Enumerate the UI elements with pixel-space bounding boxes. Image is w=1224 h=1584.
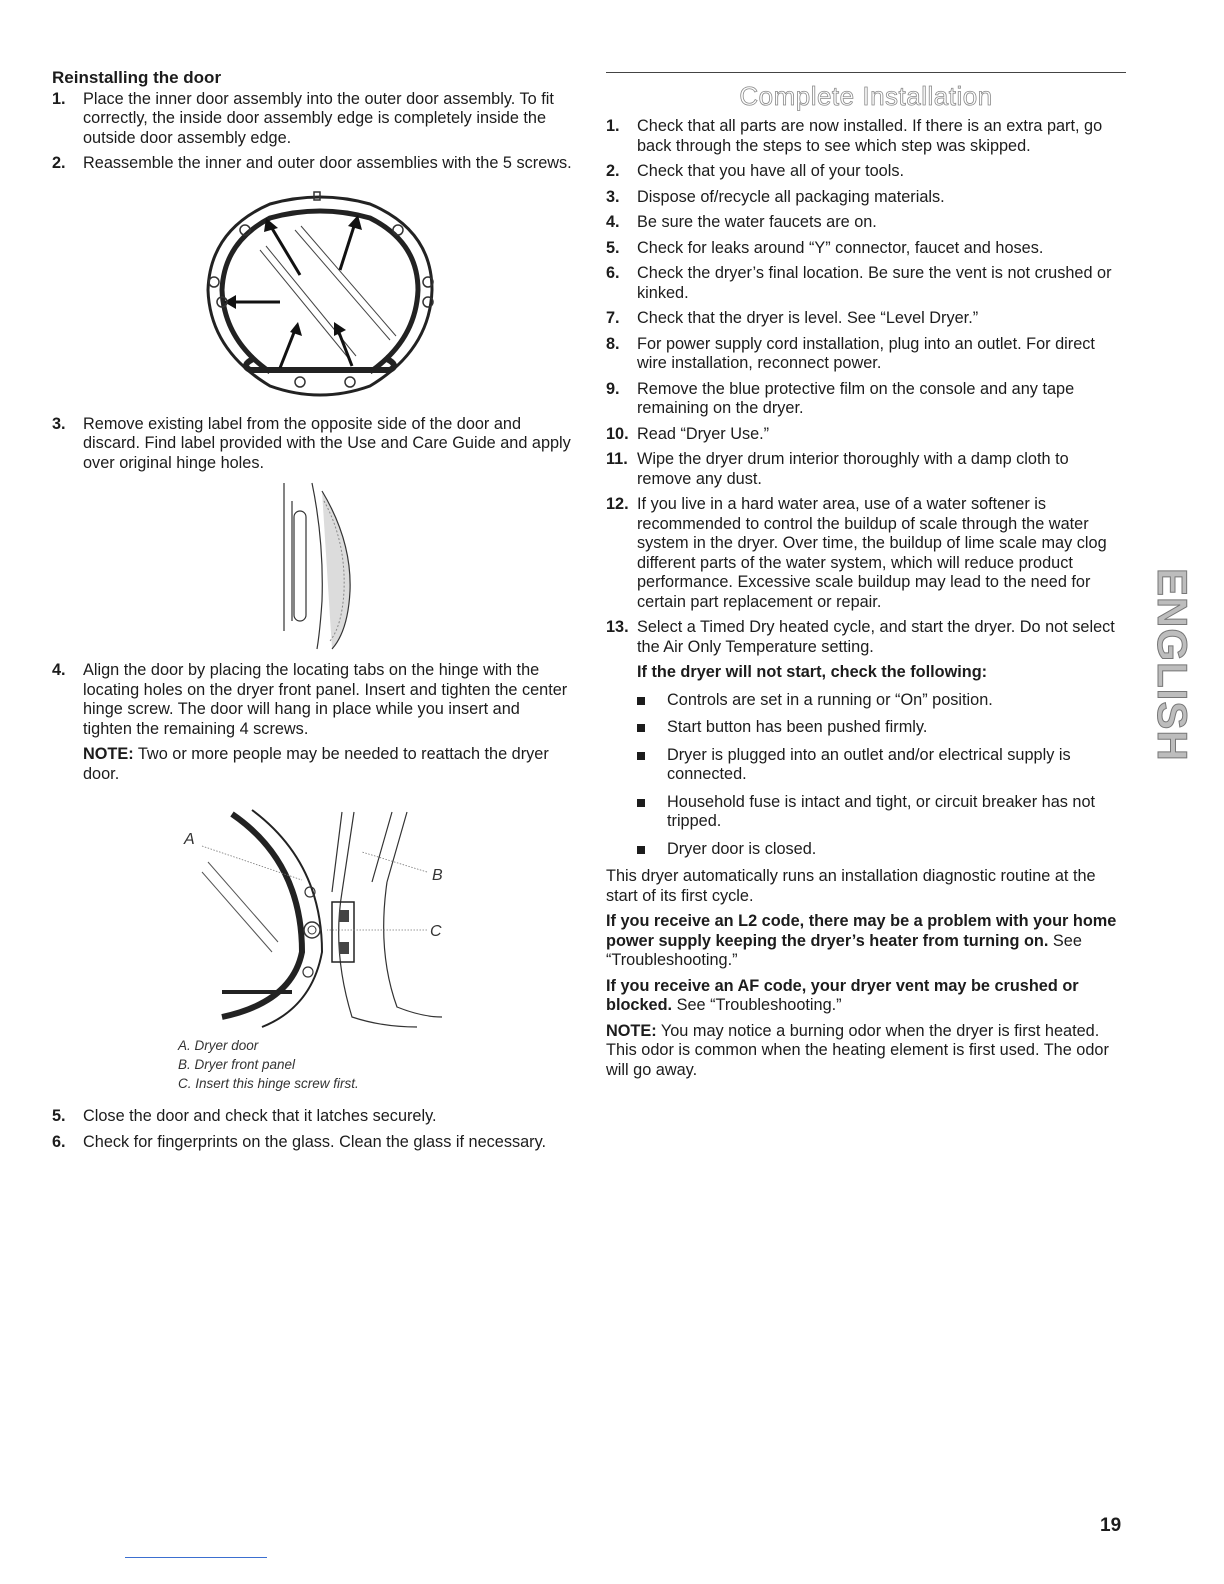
step-number: 4. xyxy=(52,661,66,679)
step-item xyxy=(606,309,1126,329)
right-column xyxy=(606,72,1126,1086)
list-item xyxy=(637,718,1126,738)
step-item xyxy=(606,213,1126,233)
list-item xyxy=(637,746,1126,785)
list-item-text: Start button has been pushed firmly. xyxy=(667,718,928,736)
step-item xyxy=(52,415,572,474)
step-text: Be sure the water faucets are on. xyxy=(637,213,877,231)
note-text: Two or more people may be needed to reattach the dryer door. xyxy=(83,745,549,783)
step-number: 13. xyxy=(606,618,629,636)
step-number: 1. xyxy=(52,89,66,108)
section-title-complete-installation: Complete Installation xyxy=(739,81,993,111)
step-number: 4. xyxy=(606,213,620,231)
bottom-rule xyxy=(125,1557,267,1558)
list-item xyxy=(637,793,1126,832)
step-number: 2. xyxy=(606,162,620,180)
step-number: 8. xyxy=(606,334,620,353)
list-item-text: Household fuse is intact and tight, or circuit breaker has not tripped. xyxy=(667,792,1096,830)
step-text: Place the inner door assembly into the outer door assembly. To fit correctly, the inside door assembly edge is completely inside the outside door assembly edge. xyxy=(83,89,554,147)
door-assembly-drawing xyxy=(200,190,440,405)
figure-legend xyxy=(178,1036,572,1093)
step-text: Close the door and check that it latches securely. xyxy=(83,1107,437,1125)
step-item xyxy=(606,618,1126,657)
af-code-see: See “Troubleshooting.” xyxy=(672,996,842,1014)
step-text: Check for fingerprints on the glass. Clean the glass if necessary. xyxy=(83,1132,547,1151)
troubleshoot-subheading: If the dryer will not start, check the following: xyxy=(637,663,988,681)
step-text: Align the door by placing the locating tabs on the hinge with the locating holes on the dryer front panel. Insert and tighten the center hinge screw. The door will hang in place while you insert and tighten the remaining 4 screws. xyxy=(83,661,568,738)
step-number: 1. xyxy=(606,117,620,135)
step-number: 2. xyxy=(52,154,66,172)
figure-label-a: A xyxy=(184,831,195,848)
step-number: 11. xyxy=(606,450,628,468)
bullet-square-icon xyxy=(637,752,645,760)
step-number: 5. xyxy=(606,238,620,257)
step-item xyxy=(606,117,1126,156)
step-text: Reassemble the inner and outer door assemblies with the 5 screws. xyxy=(83,154,572,172)
list-item-text: Dryer is plugged into an outlet and/or electrical supply is connected. xyxy=(667,745,1071,783)
note-label: NOTE: xyxy=(606,1021,657,1040)
hinge-alignment-illustration xyxy=(182,802,482,1032)
step-item xyxy=(606,188,1126,208)
step-text: Remove existing label from the opposite side of the door and discard. Find label provided with the Use and Care Guide and apply over original hinge holes. xyxy=(83,414,571,472)
step-text: Check that you have all of your tools. xyxy=(637,162,904,180)
step-text: Remove the blue protective film on the console and any tape remaining on the dryer. xyxy=(637,379,1075,417)
step-item xyxy=(606,425,1126,445)
l2-code-bold: If you receive an L2 code, there may be a problem with your home power supply keeping the dryer’s heater from turning on. xyxy=(606,912,1117,950)
l2-code-see: See “Troubleshooting.” xyxy=(606,931,1082,969)
step-item xyxy=(52,661,572,739)
door-assembly-illustration xyxy=(200,190,440,405)
step-item xyxy=(606,239,1126,259)
step-number: 9. xyxy=(606,379,620,398)
legend-item: A. Dryer door xyxy=(178,1038,259,1053)
step-number: 10. xyxy=(606,424,629,443)
af-code-bold: If you receive an AF code, your dryer vent may be crushed or blocked. xyxy=(606,976,1079,1014)
door-label-illustration xyxy=(262,481,392,651)
step-text: Dispose of/recycle all packaging materials. xyxy=(637,187,945,206)
left-column xyxy=(52,68,572,1158)
section-heading-reinstalling-door: Reinstalling the door xyxy=(52,68,222,87)
hinge-alignment-drawing xyxy=(182,802,482,1032)
note-label: NOTE: xyxy=(83,745,134,763)
step-text: If you live in a hard water area, use of a water softener is recommended to control the buildup of scale through the water system in the dryer. Over time, the buildup of lime scale may clog different parts of the water system, which will reduce product performance. Excessive scale buildup may lead to the need for certain part replacement or repair. xyxy=(637,495,1107,611)
step-item xyxy=(52,1133,572,1153)
step-number: 7. xyxy=(606,309,620,327)
step-text: Check for leaks around “Y” connector, faucet and hoses. xyxy=(637,238,1044,257)
bullet-square-icon xyxy=(637,846,645,854)
list-item-text: Dryer door is closed. xyxy=(667,839,817,858)
l2-code-paragraph xyxy=(606,912,1126,971)
step-text: Read “Dryer Use.” xyxy=(637,424,770,443)
language-side-tab: ENGLISH xyxy=(1149,568,1196,762)
step-item xyxy=(52,154,572,174)
step-text: Check the dryer’s final location. Be sure the vent is not crushed or kinked. xyxy=(637,264,1112,302)
page-number: 19 xyxy=(1100,1515,1122,1536)
figure-label-c: C xyxy=(430,923,442,940)
step-item xyxy=(606,495,1126,612)
legend-item: B. Dryer front panel xyxy=(178,1057,296,1072)
step-number: 5. xyxy=(52,1107,66,1125)
step-item xyxy=(606,162,1126,182)
step-item xyxy=(606,264,1126,303)
door-label-drawing xyxy=(262,481,392,651)
step-text: For power supply cord installation, plug into an outlet. For direct wire installation, reconnect power. xyxy=(637,334,1095,372)
af-code-paragraph xyxy=(606,977,1126,1016)
step-item xyxy=(606,450,1126,489)
step-item xyxy=(606,335,1126,374)
bullet-square-icon xyxy=(637,697,645,705)
step-number: 12. xyxy=(606,495,629,513)
figure-label-b: B xyxy=(432,867,443,884)
step-item xyxy=(52,90,572,149)
step-number: 6. xyxy=(52,1132,66,1151)
step-text: Check that all parts are now installed. If there is an extra part, go back through the steps to see which step was skipped. xyxy=(637,117,1103,155)
step-text: Select a Timed Dry heated cycle, and start the dryer. Do not select the Air Only Temperature setting. xyxy=(637,618,1115,656)
bullet-square-icon xyxy=(637,724,645,732)
note-burning-odor xyxy=(606,1022,1126,1081)
diagnostic-paragraph: This dryer automatically runs an installation diagnostic routine at the start of its first cycle. xyxy=(606,867,1096,905)
step-number: 6. xyxy=(606,264,620,282)
step-item xyxy=(606,380,1126,419)
note-door-reattach xyxy=(52,745,572,784)
step-number: 3. xyxy=(52,414,66,433)
step-text: Wipe the dryer drum interior thoroughly with a damp cloth to remove any dust. xyxy=(637,450,1069,488)
note-text: You may notice a burning odor when the dryer is first heated. This odor is common when the heating element is first used. The odor will go away. xyxy=(606,1021,1109,1079)
troubleshoot-list xyxy=(606,691,1126,860)
list-item-text: Controls are set in a running or “On” position. xyxy=(667,690,993,709)
list-item xyxy=(637,691,1126,711)
bullet-square-icon xyxy=(637,799,645,807)
step-number: 3. xyxy=(606,187,620,206)
step-text: Check that the dryer is level. See “Level Dryer.” xyxy=(637,309,979,327)
step-item xyxy=(52,1107,572,1127)
list-item xyxy=(637,840,1126,860)
section-divider xyxy=(606,72,1126,73)
legend-item: C. Insert this hinge screw first. xyxy=(178,1076,359,1091)
